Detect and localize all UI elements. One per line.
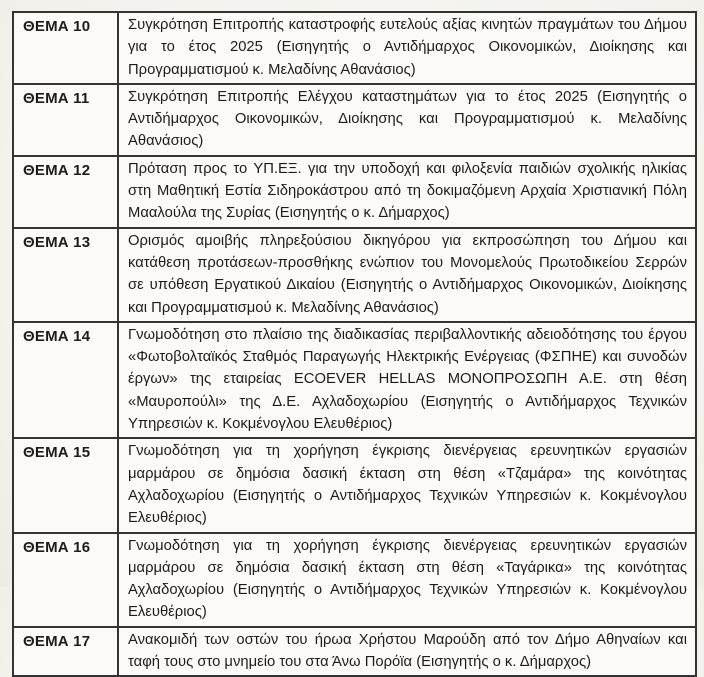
table-row [13,156,696,228]
topic-number-cell: ΘΕΜΑ 17 [13,627,118,677]
topic-description-cell: Γνωμοδότηση στο πλαίσιο της διαδικασίας περιβαλλοντικής αδειοδότησης του έργου «Φωτοβολταϊκός Σταθμός Παραγωγής Ηλεκτρικής Ενέργειας (ΦΣΠΗΕ) και συνοδών έργων» της εταιρείας ECOEVER HELLAS ΜΟΝΟΠΡΟΣΩΠΗ Α.Ε. στη θέση «Μαυροπούλι» της Δ.Ε. Αχλαδοχωρίου (Εισηγητής ο Αντιδήμαρχος Τεχνικών Υπηρεσιών κ. Κοκμένογλου Ελευθέριος) [118,322,696,438]
topic-number-cell: ΘΕΜΑ 16 [13,533,118,627]
topic-description-cell: Συγκρότηση Επιτροπής καταστροφής ευτελούς αξίας κινητών πραγμάτων του Δήμου για το έτος 2025 (Εισηγητής ο Αντιδήμαρχος Οικονομικών, Διοίκησης και Προγραμματισμού κ. Μελαδίνης Αθανάσιος) [118,12,696,84]
topic-description-cell: Πρόταση προς το ΥΠ.ΕΞ. για την υποδοχή και φιλοξενία παιδιών σχολικής ηλικίας στη Μαθητική Εστία Σιδηροκάστρου από τη δοκιμαζόμενη Αρχαία Χριστιανική Πόλη Μααλούλα της Συρίας (Εισηγητής ο κ. Δήμαρχος) [118,156,696,228]
topic-description-cell: Γνωμοδότηση για τη χορήγηση έγκρισης διενέργειας ερευνητικών εργασιών μαρμάρου σε δημόσια δασική έκταση στη θέση «Τζαμάρα» της κοινότητας Αχλαδοχωρίου (Εισηγητής ο Αντιδήμαρχος Τεχνικών Υπηρεσιών κ. Κοκμένογλου Ελευθέριος) [118,438,696,532]
agenda-table [12,11,697,677]
table-row [13,627,696,677]
table-row [13,438,696,532]
table-row [13,533,696,627]
table-row [13,322,696,438]
table-row [13,12,696,84]
table-row [13,84,696,156]
topic-description-cell: Ανακομιδή των οστών του ήρωα Χρήστου Μαρούδη από τον Δήμο Αθηναίων και ταφή τους στο μνημείο του στα Άνω Πορόϊα (Εισηγητής ο κ. Δήμαρχος) [118,627,696,677]
topic-description-cell: Ορισμός αμοιβής πληρεξούσιου δικηγόρου για εκπροσώπηση του Δήμου και κατάθεση προτάσεων-προσθήκης ενώπιον του Μονομελούς Πρωτοδικείου Σερρών σε υπόθεση Εργατικού Δικαίου (Εισηγητής ο Αντιδήμαρχος Οικονομικών, Διοίκησης και Προγραμματισμού κ. Μελαδίνης Αθανάσιος) [118,228,696,322]
topic-number-cell: ΘΕΜΑ 11 [13,84,118,156]
topic-number-cell: ΘΕΜΑ 15 [13,438,118,532]
topic-description-cell: Συγκρότηση Επιτροπής Ελέγχου καταστημάτων για το έτος 2025 (Εισηγητής ο Αντιδήμαρχος Οικονομικών, Διοίκησης και Προγραμματισμού κ. Μελαδίνης Αθανάσιος) [118,84,696,156]
table-row [13,228,696,322]
topic-number-cell: ΘΕΜΑ 14 [13,322,118,438]
topic-number-cell: ΘΕΜΑ 10 [13,12,118,84]
topic-number-cell: ΘΕΜΑ 12 [13,156,118,228]
topic-description-cell: Γνωμοδότηση για τη χορήγηση έγκρισης διενέργειας ερευνητικών εργασιών μαρμάρου σε δημόσια δασική έκταση στη θέση «Ταγάρικα» της κοινότητας Αχλαδοχωρίου (Εισηγητής ο Αντιδήμαρχος Τεχνικών Υπηρεσιών κ. Κοκμένογλου Ελευθέριος) [118,533,696,627]
topic-number-cell: ΘΕΜΑ 13 [13,228,118,322]
